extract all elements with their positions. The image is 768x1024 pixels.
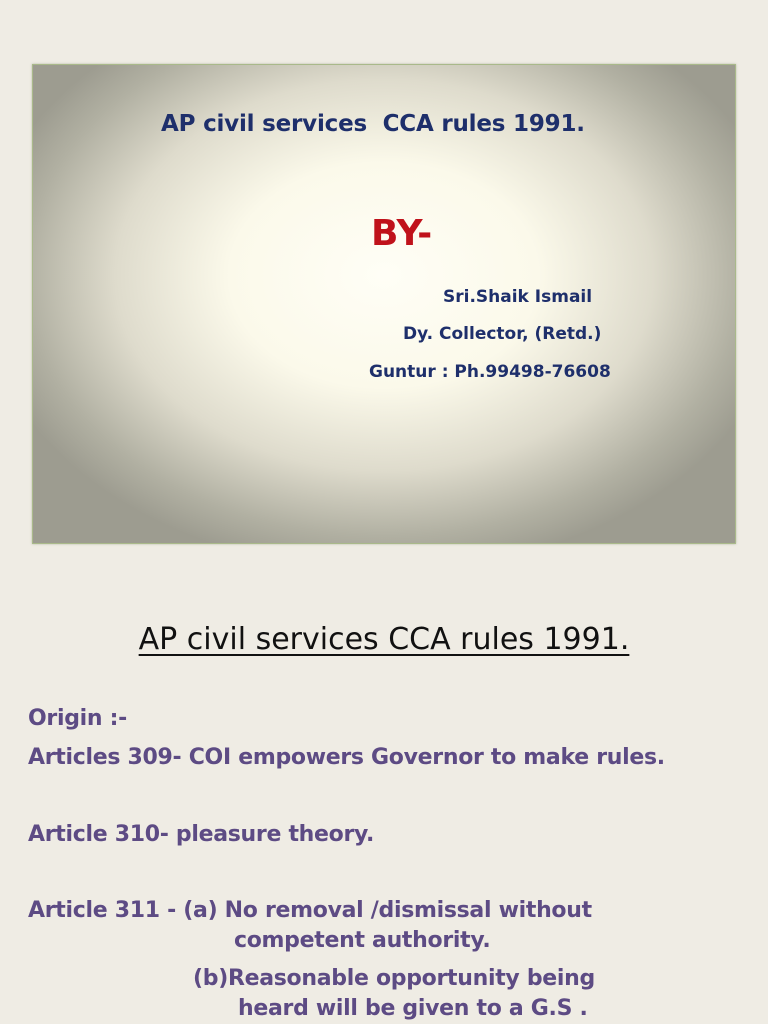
article-309-text: Articles 309- COI empowers Governor to make rules. [28, 745, 665, 770]
content-slide-heading-text: AP civil services CCA rules 1991. [138, 622, 630, 657]
author-name: Sri.Shaik Ismail [443, 287, 593, 307]
author-designation: Dy. Collector, (Retd.) [403, 324, 602, 344]
article-311-b-line1: (b)Reasonable opportunity being [193, 966, 595, 991]
title-slide-heading: AP civil services CCA rules 1991. [161, 111, 585, 137]
by-label: BY- [371, 213, 433, 254]
origin-label: Origin :- [28, 706, 127, 731]
article-310-text: Article 310- pleasure theory. [28, 822, 375, 847]
article-311-a-line1: Article 311 - (a) No removal /dismissal without [28, 898, 592, 923]
title-slide [32, 64, 736, 544]
author-contact: Guntur : Ph.99498-76608 [369, 362, 611, 382]
article-311-b-line2: heard will be given to a G.S . [238, 996, 588, 1021]
article-311-a-line2: competent authority. [234, 928, 491, 953]
content-slide-heading [0, 622, 768, 657]
